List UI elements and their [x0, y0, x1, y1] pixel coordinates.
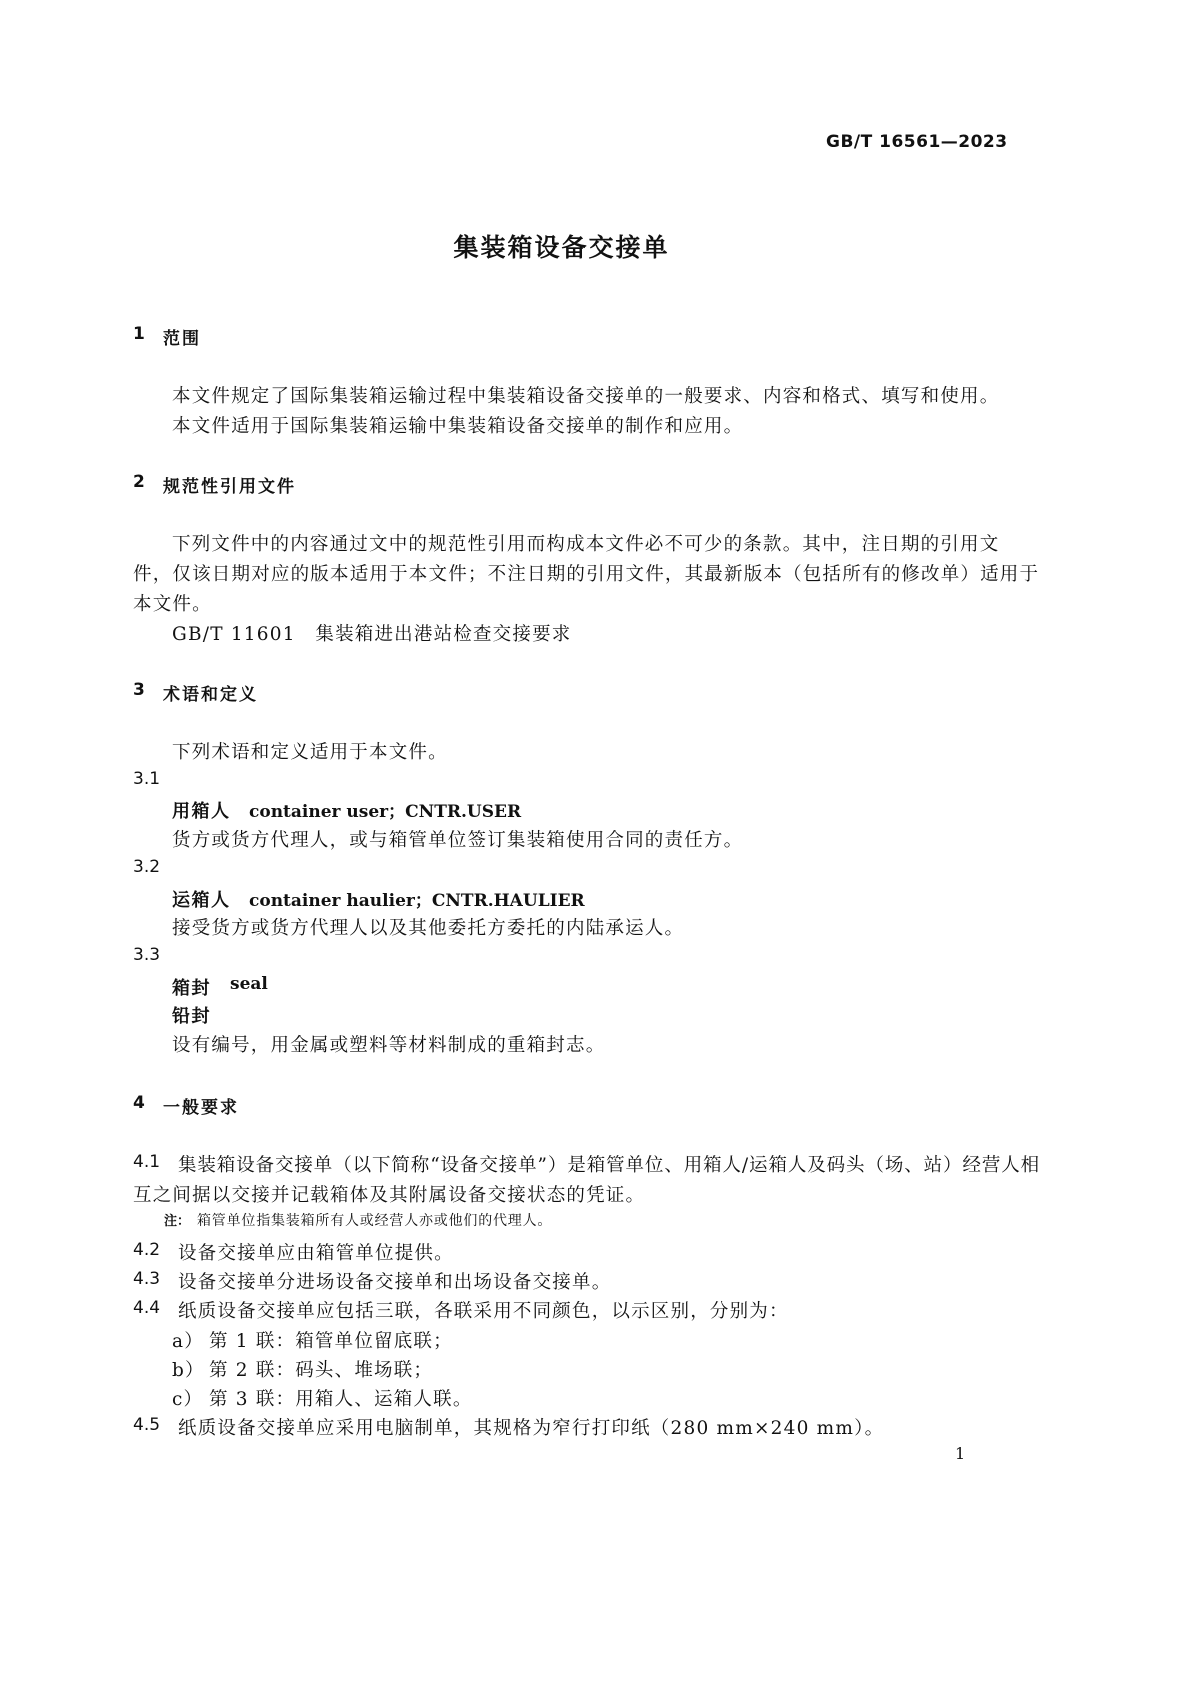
term-3-1-number: 3.1	[133, 769, 161, 789]
note-label: 注：	[164, 1214, 191, 1229]
term-3-2-english: container haulier；CNTR.HAULIER	[249, 891, 585, 911]
term-3-3-definition: 设有编号，用金属或塑料等材料制成的重箱封志。	[172, 1035, 606, 1056]
clause-4-5-number: 4.5	[133, 1415, 161, 1435]
term-3-3-alternative: 铅封	[172, 1006, 211, 1027]
section-3-number: 3	[133, 680, 145, 700]
term-3-2-definition: 接受货方或货方代理人以及其他委托方委托的内陆承运人。	[172, 918, 685, 939]
section-4-number: 4	[133, 1093, 145, 1113]
clause-4-3-text: 设备交接单分进场设备交接单和出场设备交接单。	[178, 1272, 612, 1293]
section-2-heading: 规范性引用文件	[163, 477, 296, 497]
clause-4-1-line-2: 互之间据以交接并记载箱体及其附属设备交接状态的凭证。	[133, 1185, 646, 1206]
list-item-b-label: b）	[172, 1360, 205, 1381]
section-2-paragraph-line-1: 下列文件中的内容通过文中的规范性引用而构成本文件必不可少的条款。其中，注日期的引用文	[172, 534, 1000, 555]
section-2-number: 2	[133, 472, 145, 492]
note-text: 箱管单位指集装箱所有人或经营人亦或他们的代理人。	[197, 1213, 553, 1229]
list-item-b-text: 第 2 联：码头、堆场联；	[209, 1360, 434, 1381]
list-item-a-label: a）	[172, 1331, 204, 1352]
list-item-c-label: c）	[172, 1389, 204, 1410]
clause-4-2-number: 4.2	[133, 1240, 161, 1260]
normative-reference: GB/T 11601 集装箱进出港站检查交接要求	[172, 624, 572, 645]
clause-4-4-text: 纸质设备交接单应包括三联，各联采用不同颜色，以示区别，分别为：	[178, 1301, 789, 1322]
clause-4-1-number: 4.1	[133, 1152, 161, 1172]
term-3-2-chinese: 运箱人	[172, 890, 231, 911]
term-3-3-chinese: 箱封	[172, 978, 211, 999]
clause-4-2-text: 设备交接单应由箱管单位提供。	[178, 1243, 454, 1264]
clause-4-5-text: 纸质设备交接单应采用电脑制单，其规格为窄行打印纸（280 mm×240 mm）。	[178, 1418, 885, 1439]
section-1-number: 1	[133, 324, 145, 344]
clause-4-4-number: 4.4	[133, 1298, 161, 1318]
section-3-intro: 下列术语和定义适用于本文件。	[172, 742, 448, 763]
clause-4-3-number: 4.3	[133, 1269, 161, 1289]
term-3-3-number: 3.3	[133, 945, 161, 965]
section-1-paragraph-1: 本文件规定了国际集装箱运输过程中集装箱设备交接单的一般要求、内容和格式、填写和使用。	[172, 386, 1000, 407]
term-3-2-number: 3.2	[133, 857, 161, 877]
section-2-paragraph-line-3: 本文件。	[133, 594, 212, 615]
page-number: 1	[955, 1444, 966, 1463]
section-1-heading: 范围	[163, 329, 201, 349]
standard-number: GB/T 16561—2023	[826, 132, 1008, 152]
clause-4-1-line-1: 集装箱设备交接单（以下简称“设备交接单”）是箱管单位、用箱人/运箱人及码头（场、站）经营人相	[178, 1155, 1041, 1176]
term-3-3-english: seal	[230, 974, 268, 994]
section-3-heading: 术语和定义	[163, 685, 258, 705]
section-1-paragraph-2: 本文件适用于国际集装箱运输中集装箱设备交接单的制作和应用。	[172, 416, 744, 437]
term-3-1-english: container user；CNTR.USER	[249, 802, 522, 822]
term-3-1-chinese: 用箱人	[172, 801, 231, 822]
document-title: 集装箱设备交接单	[453, 233, 670, 262]
section-4-heading: 一般要求	[163, 1098, 239, 1118]
list-item-a-text: 第 1 联：箱管单位留底联；	[209, 1331, 453, 1352]
list-item-c-text: 第 3 联：用箱人、运箱人联。	[209, 1389, 473, 1410]
section-2-paragraph-line-2: 件，仅该日期对应的版本适用于本文件；不注日期的引用文件，其最新版本（包括所有的修改单）适用于	[133, 564, 1040, 585]
term-3-1-definition: 货方或货方代理人，或与箱管单位签订集装箱使用合同的责任方。	[172, 830, 744, 851]
